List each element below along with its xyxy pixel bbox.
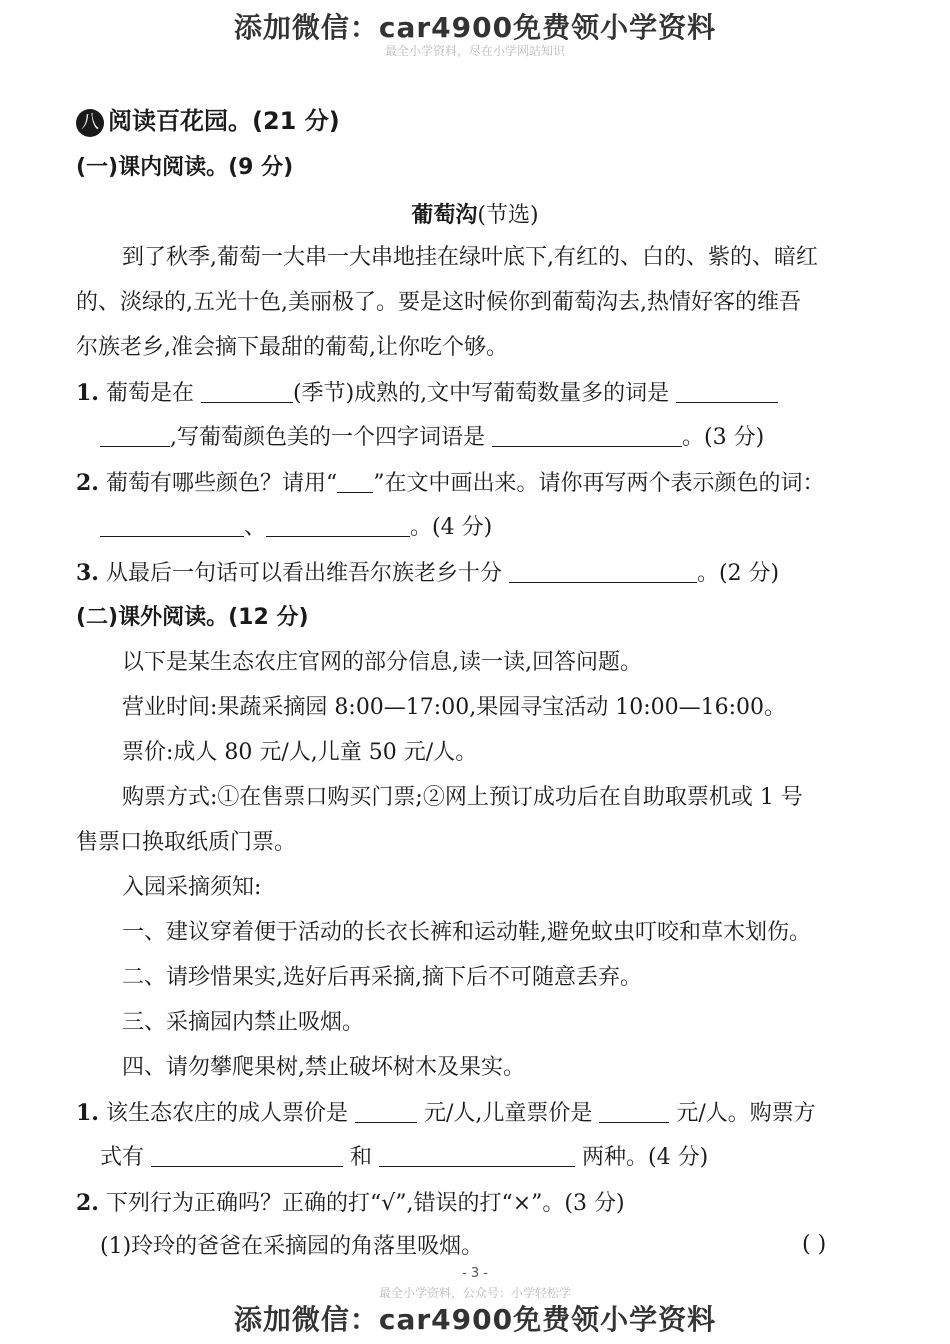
passage-line: 尔族老乡,准会摘下最甜的葡萄,让你吃个够。 bbox=[76, 335, 508, 360]
question-text: 两种。(4 分) bbox=[582, 1145, 709, 1170]
question-text: ,写葡萄颜色美的一个四字词语是 bbox=[170, 425, 485, 450]
answer-blank[interactable] bbox=[599, 1100, 669, 1123]
part2-heading: (二)课外阅读。(12 分) bbox=[76, 605, 309, 630]
question-text: 。(4 分) bbox=[410, 515, 493, 540]
passage-title-text: 葡萄沟 bbox=[411, 203, 478, 228]
question-number: 2. bbox=[76, 1190, 99, 1216]
part2-question-2 bbox=[76, 1188, 886, 1219]
answer-blank[interactable] bbox=[100, 424, 170, 447]
question-text: 元/人,儿童票价是 bbox=[423, 1101, 593, 1126]
part2-buy-line: 购票方式:①在售票口购买门票;②网上预订成功后在自助取票机或 1 号 bbox=[122, 785, 803, 810]
footer-ghost-text: 最全小学资料，公众号：小学轻松学 bbox=[378, 1286, 571, 1300]
part2-price: 票价:成人 80 元/人,儿童 50 元/人。 bbox=[122, 740, 478, 765]
question-text: 和 bbox=[350, 1145, 373, 1170]
part2-question-1 bbox=[76, 1098, 886, 1129]
section-heading bbox=[76, 106, 886, 137]
question-text: 。(2 分) bbox=[696, 561, 780, 586]
section-title: 阅读百花园。(21 分) bbox=[108, 107, 340, 135]
question-number: 1. bbox=[76, 380, 99, 406]
answer-blank[interactable] bbox=[492, 424, 682, 447]
answer-blank[interactable] bbox=[355, 1100, 417, 1123]
question-text: 从最后一句话可以看出维吾尔族老乡十分 bbox=[105, 561, 502, 586]
question-text: 葡萄是在 bbox=[105, 381, 194, 406]
page-number: - 3 - bbox=[462, 1266, 488, 1281]
notice-item: 三、采摘园内禁止吸烟。 bbox=[122, 1010, 365, 1035]
answer-blank[interactable] bbox=[509, 560, 697, 583]
watermark-bottom: 添加微信：car4900免费领小学资料 bbox=[233, 1303, 717, 1336]
answer-blank[interactable] bbox=[201, 380, 293, 403]
question-text: 该生态农庄的成人票价是 bbox=[105, 1101, 348, 1126]
section-badge: 八 bbox=[76, 109, 104, 137]
answer-blank[interactable] bbox=[676, 380, 778, 403]
notice-item: 一、建议穿着便于活动的长衣长裤和运动鞋,避免蚊虫叮咬和草木划伤。 bbox=[122, 920, 811, 945]
notice-title: 入园采摘须知: bbox=[122, 875, 262, 900]
passage-line: 到了秋季,葡萄一大串一大串地挂在绿叶底下,有红的、白的、紫的、暗红 bbox=[122, 245, 818, 270]
part2-intro: 以下是某生态农庄官网的部分信息,读一读,回答问题。 bbox=[122, 650, 642, 675]
part2-hours: 营业时间:果蔬采摘园 8:00—17:00,果园寻宝活动 10:00—16:00。 bbox=[122, 695, 786, 720]
answer-blank[interactable] bbox=[151, 1144, 343, 1167]
question-text: 下列行为正确吗？正确的打“√”,错误的打“×”。(3 分) bbox=[105, 1191, 625, 1216]
question-number: 1. bbox=[76, 1100, 99, 1126]
question-text: ”在文中画出来。请你再写两个表示颜色的词： bbox=[373, 471, 825, 496]
question-text: 。(3 分) bbox=[682, 425, 765, 450]
part1-question-2-cont bbox=[100, 513, 910, 543]
underline-sample bbox=[337, 470, 373, 493]
answer-blank[interactable] bbox=[266, 514, 410, 537]
part1-question-1 bbox=[76, 378, 886, 409]
notice-item: 二、请珍惜果实,选好后再采摘,摘下后不可随意丢弃。 bbox=[122, 965, 642, 990]
part1-question-1-cont bbox=[100, 423, 910, 453]
part2-question-2-item: (1)玲玲的爸爸在采摘园的角落里吸烟。 bbox=[100, 1234, 484, 1259]
question-number: 2. bbox=[76, 470, 99, 496]
part1-question-2 bbox=[76, 468, 886, 499]
passage-line: 的、淡绿的,五光十色,美丽极了。要是这时候你到葡萄沟去,热情好客的维吾 bbox=[76, 290, 801, 315]
passage-title-note: (节选) bbox=[477, 203, 539, 228]
question-text: 元/人。购票方 bbox=[676, 1101, 816, 1126]
notice-item: 四、请勿攀爬果树,禁止破坏树木及果实。 bbox=[122, 1055, 525, 1080]
watermark-top: 添加微信：car4900免费领小学资料 bbox=[233, 11, 717, 44]
question-text: 葡萄有哪些颜色？请用“ bbox=[105, 471, 338, 496]
answer-blank[interactable] bbox=[100, 514, 244, 537]
question-text: (季节)成熟的,文中写葡萄数量多的词是 bbox=[292, 381, 670, 406]
passage-title bbox=[0, 198, 950, 229]
header-ghost-text: 最全小学资料，尽在小学网站知识 bbox=[384, 44, 565, 58]
part1-question-3 bbox=[76, 558, 886, 589]
part1-heading: (一)课内阅读。(9 分) bbox=[76, 155, 294, 180]
part2-question-1-cont bbox=[100, 1143, 910, 1173]
part2-buy-line: 售票口换取纸质门票。 bbox=[76, 830, 297, 855]
question-text: 式有 bbox=[100, 1145, 145, 1170]
answer-paren-box[interactable]: ( ) bbox=[802, 1232, 827, 1257]
answer-blank[interactable] bbox=[379, 1144, 575, 1167]
question-number: 3. bbox=[76, 560, 99, 586]
separator: 、 bbox=[244, 515, 267, 540]
